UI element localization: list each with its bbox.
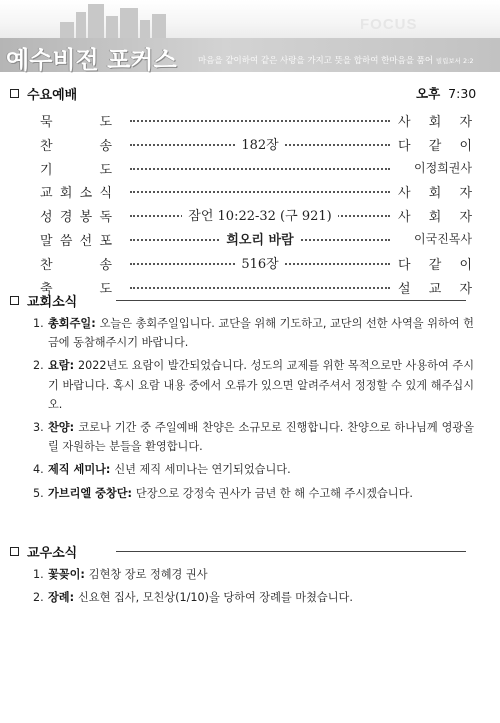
item-number: 5. bbox=[33, 486, 44, 500]
order-detail-text: 516장 bbox=[235, 257, 284, 272]
church-news-list bbox=[34, 314, 474, 507]
order-label bbox=[40, 182, 112, 201]
item-title: 제직 세미나: bbox=[48, 463, 115, 477]
list-item bbox=[34, 460, 474, 479]
item-title: 장례: bbox=[48, 591, 78, 605]
order-person-char: 같 bbox=[428, 138, 442, 154]
list-item bbox=[34, 418, 474, 456]
order-detail bbox=[130, 205, 390, 224]
list-item bbox=[34, 484, 474, 503]
order-label-char: 말 bbox=[40, 233, 53, 249]
order-person: 이정희권사 bbox=[414, 160, 472, 175]
member-news-title: 교우소식 bbox=[27, 546, 78, 561]
dotted-leader bbox=[130, 287, 390, 289]
order-detail bbox=[130, 253, 390, 272]
order-person bbox=[398, 182, 472, 201]
item-body: 코로나 기간 중 주일예배 찬양은 소규모로 진행합니다. 찬양으로 하나님께 영광올릴 자원하는 분들을 환영합니다. bbox=[48, 421, 475, 454]
section-divider bbox=[116, 551, 466, 552]
item-body: 2022년도 요람이 발간되었습니다. 성도의 교제를 위한 목적으로만 사용하여 주시기 바랍니다. 혹시 요람 내용 중에서 오류가 있으면 알려주셔서 정정할 수 있게 해주십시오. bbox=[48, 359, 475, 411]
item-text bbox=[34, 588, 474, 607]
dotted-leader bbox=[130, 191, 390, 193]
worship-order bbox=[40, 109, 472, 299]
banner-ghost-text: FOCUS bbox=[360, 16, 418, 33]
order-label-char: 봉 bbox=[79, 210, 93, 226]
order-person-char: 교 bbox=[428, 281, 442, 297]
item-number: 3. bbox=[33, 421, 44, 435]
order-row bbox=[40, 276, 472, 300]
order-label-char: 씀 bbox=[59, 233, 73, 249]
order-label bbox=[40, 159, 112, 178]
item-title: 요람: bbox=[48, 359, 79, 373]
dotted-leader bbox=[130, 120, 390, 122]
order-person bbox=[398, 254, 472, 273]
order-row bbox=[40, 252, 472, 276]
item-body: 김현창 장로 정혜경 권사 bbox=[88, 568, 208, 581]
order-label-char: 성 bbox=[40, 210, 53, 226]
order-label-char: 기 bbox=[40, 162, 53, 178]
order-person-char: 같 bbox=[428, 257, 442, 273]
item-number: 2. bbox=[33, 591, 44, 605]
order-label-char: 찬 bbox=[40, 138, 53, 154]
order-person: 이국진목사 bbox=[414, 231, 472, 246]
order-label-char: 소 bbox=[79, 186, 93, 202]
worship-title: 수요예배 bbox=[27, 88, 78, 103]
order-label-char: 선 bbox=[79, 233, 93, 249]
banner-verse bbox=[198, 54, 473, 66]
item-body: 오늘은 총회주일입니다. 교단을 위해 기도하고, 교단의 선한 사역을 위하여 헌금에 동참해주시기 바랍니다. bbox=[48, 317, 474, 350]
order-person-char: 회 bbox=[428, 210, 442, 226]
order-person-char: 설 bbox=[398, 281, 411, 297]
item-text bbox=[34, 314, 474, 352]
checkbox-icon bbox=[10, 296, 19, 305]
order-person-char: 다 bbox=[398, 257, 411, 273]
order-label-char: 송 bbox=[99, 257, 112, 273]
verse-text: 마음을 같이하여 같은 사랑을 가지고 뜻을 합하여 한마음을 품어 bbox=[198, 56, 434, 66]
order-person bbox=[398, 135, 472, 154]
item-number: 2. bbox=[33, 359, 44, 373]
order-person-char: 자 bbox=[459, 115, 472, 130]
order-row bbox=[40, 228, 472, 252]
order-label-char: 찬 bbox=[40, 257, 53, 273]
order-person-char: 자 bbox=[459, 281, 472, 297]
order-person bbox=[398, 206, 472, 225]
order-person-char: 회 bbox=[428, 186, 442, 202]
list-item bbox=[34, 356, 474, 414]
order-label-char: 경 bbox=[59, 210, 73, 226]
order-detail-text: 잠언 10:22-32 (구 921) bbox=[182, 209, 337, 224]
order-person-char: 이 bbox=[459, 138, 472, 154]
order-detail bbox=[130, 229, 390, 248]
verse-reference: 빌립보서 2:2 bbox=[435, 57, 474, 65]
order-row bbox=[40, 180, 472, 204]
worship-heading bbox=[10, 84, 77, 103]
member-news-heading bbox=[10, 542, 77, 561]
order-row bbox=[40, 204, 472, 228]
item-number: 1. bbox=[33, 568, 44, 581]
order-person bbox=[398, 278, 472, 297]
banner-title: 예수비전 포커스 bbox=[6, 46, 177, 74]
checkbox-icon bbox=[10, 89, 19, 98]
item-title: 총회주일: bbox=[48, 317, 100, 330]
order-label-char: 포 bbox=[99, 233, 112, 249]
item-number: 4. bbox=[33, 463, 44, 477]
order-label-char: 축 bbox=[40, 281, 53, 297]
item-text bbox=[34, 484, 474, 503]
order-person-char: 다 bbox=[398, 138, 411, 154]
order-person-char: 이 bbox=[459, 257, 472, 273]
order-label bbox=[40, 111, 112, 130]
item-text bbox=[34, 460, 474, 479]
order-row bbox=[40, 157, 472, 181]
church-news-heading bbox=[10, 291, 77, 310]
item-number: 1. bbox=[33, 317, 44, 330]
item-title: 꽃꽂이: bbox=[48, 568, 89, 581]
item-body: 단장으로 강정숙 권사가 금년 한 해 수고해 주시겠습니다. bbox=[135, 486, 413, 500]
order-person-char: 사 bbox=[398, 115, 411, 130]
order-detail bbox=[130, 134, 390, 153]
order-detail-text: 182장 bbox=[235, 138, 284, 153]
section-divider bbox=[116, 300, 466, 301]
order-row bbox=[40, 133, 472, 157]
order-label-char: 도 bbox=[99, 162, 112, 178]
order-person-char: 회 bbox=[428, 115, 442, 130]
order-label bbox=[40, 135, 112, 154]
member-news-list bbox=[34, 565, 474, 611]
worship-time bbox=[416, 84, 476, 102]
item-title: 가브리엘 중창단: bbox=[48, 486, 136, 500]
list-item bbox=[34, 588, 474, 607]
order-label bbox=[40, 206, 112, 225]
order-label-char: 회 bbox=[59, 186, 73, 202]
order-label-char: 묵 bbox=[40, 115, 53, 130]
header-banner bbox=[0, 0, 500, 72]
time-label: 오후 bbox=[416, 86, 441, 101]
order-person-char: 사 bbox=[398, 186, 411, 202]
order-label-char: 송 bbox=[99, 138, 112, 154]
order-label bbox=[40, 230, 112, 249]
dotted-leader bbox=[130, 168, 390, 170]
order-detail-text: 희오리 바람 bbox=[220, 233, 299, 248]
list-item bbox=[34, 314, 474, 352]
item-text bbox=[34, 356, 474, 414]
checkbox-icon bbox=[10, 547, 19, 556]
order-person-char: 사 bbox=[398, 210, 411, 226]
order-label-char: 도 bbox=[99, 281, 112, 297]
time-value: 7:30 bbox=[448, 86, 477, 101]
item-title: 찬양: bbox=[48, 421, 79, 435]
order-row bbox=[40, 109, 472, 133]
list-item bbox=[34, 565, 474, 584]
order-label-char: 도 bbox=[99, 115, 112, 130]
item-text bbox=[34, 418, 474, 456]
church-news-title: 교회소식 bbox=[27, 295, 78, 310]
order-label-char: 교 bbox=[40, 186, 53, 202]
order-label bbox=[40, 254, 112, 273]
order-label-char: 독 bbox=[99, 210, 112, 226]
order-person-char: 자 bbox=[459, 210, 472, 226]
item-body: 신년 제직 세미나는 연기되었습니다. bbox=[114, 463, 291, 477]
item-body: 신요현 집사, 모친상(1/10)을 당하여 장례를 마쳤습니다. bbox=[77, 591, 353, 605]
item-text bbox=[34, 565, 474, 584]
order-label-char: 식 bbox=[99, 186, 112, 202]
order-person bbox=[398, 111, 472, 130]
order-person-char: 자 bbox=[459, 186, 472, 202]
